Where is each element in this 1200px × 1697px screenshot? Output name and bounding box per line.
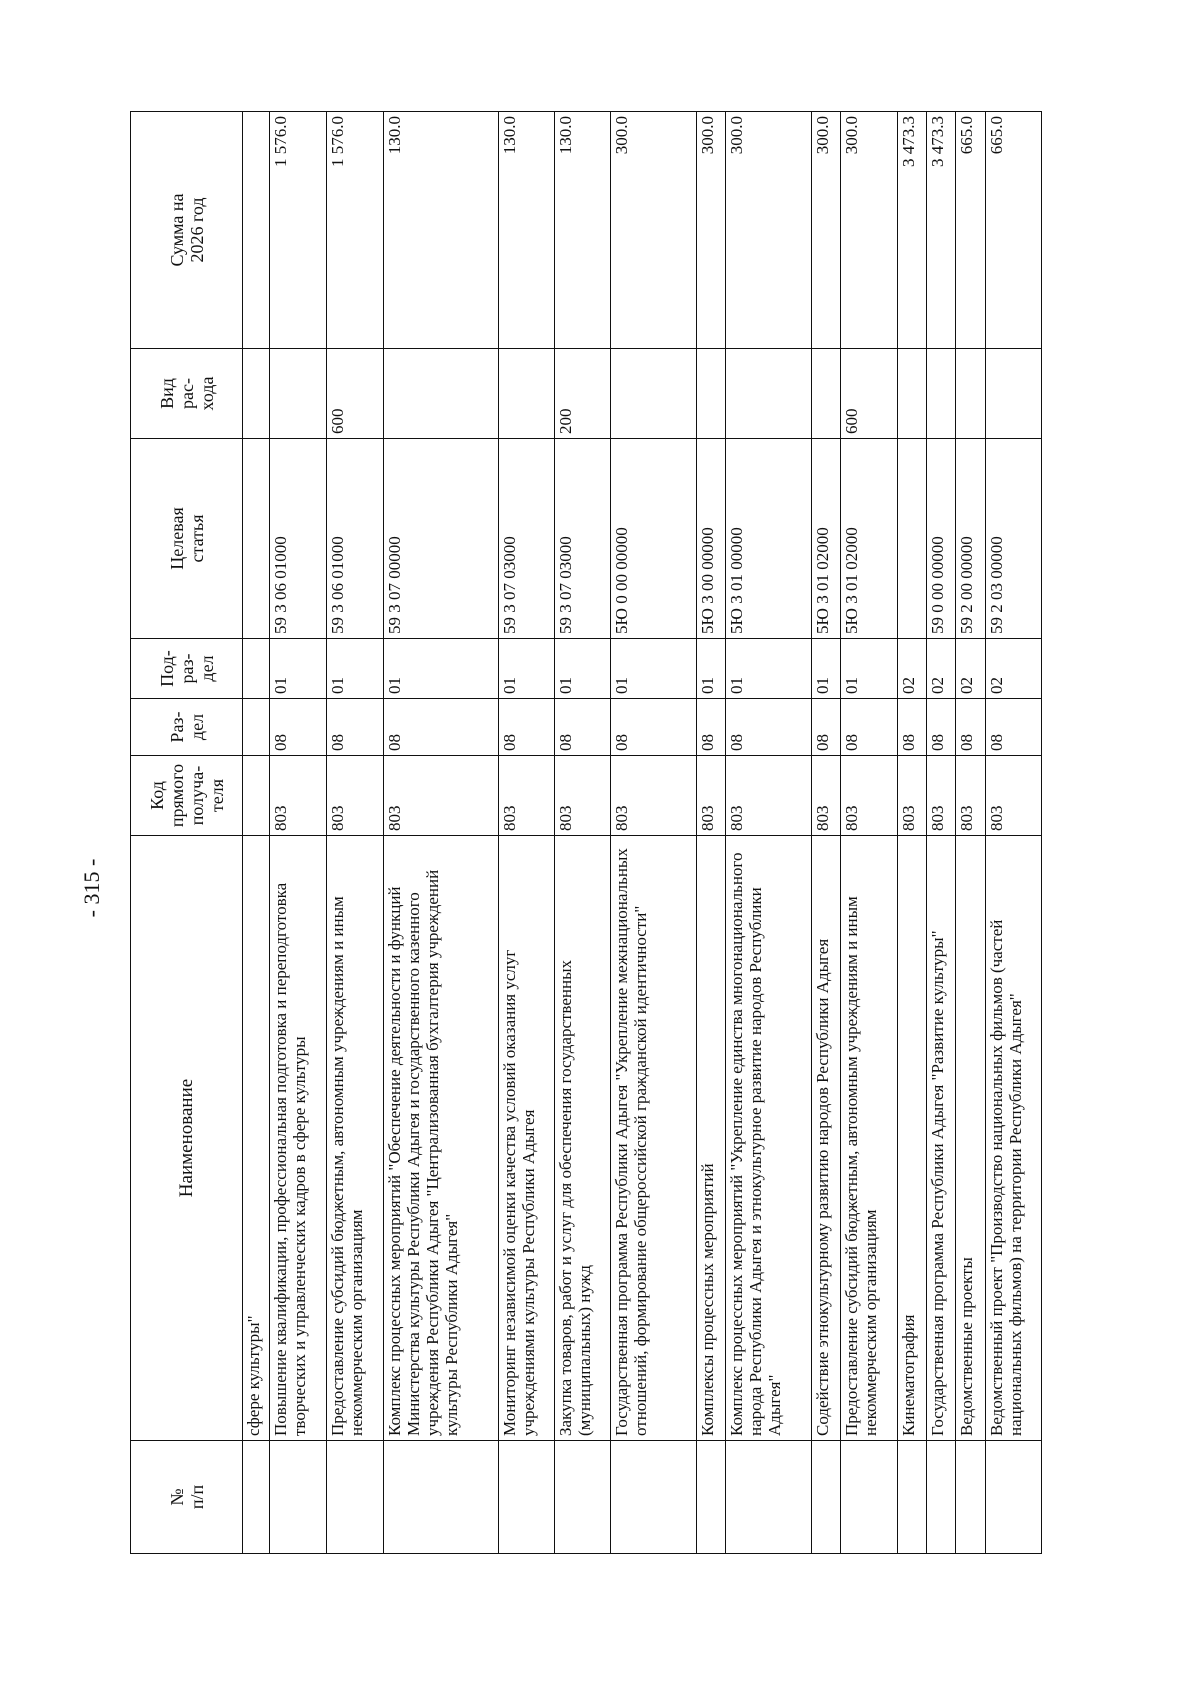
header-name: Наименование <box>131 836 243 1441</box>
cell-num <box>498 1441 554 1554</box>
cell-podrazdel: 01 <box>841 639 897 699</box>
page-number: - 315 - <box>79 858 104 918</box>
cell-razdel: 08 <box>897 699 926 756</box>
budget-table <box>130 111 1042 1554</box>
cell-podrazdel: 01 <box>383 639 498 699</box>
cell-code: 803 <box>726 756 812 836</box>
cell-code: 803 <box>956 756 985 836</box>
cell-name: Комплекс процессных мероприятий "Обеспечение деятельности и функций Министерства культуры Республики Адыгея и государственного казенного учреждения Республики Адыгея "Централизованная бухгалтерия учреждений культуры Республики Адыгея" <box>383 836 498 1441</box>
cell-vid <box>811 349 840 439</box>
cell-sum: 130.0 <box>498 112 554 349</box>
table-row <box>611 112 697 1554</box>
cell-podrazdel: 01 <box>269 639 327 699</box>
cell-razdel: 08 <box>383 699 498 756</box>
table-row <box>498 112 554 1554</box>
cell-vid <box>243 349 270 439</box>
cell-podrazdel: 01 <box>811 639 840 699</box>
table-row <box>327 112 383 1554</box>
cell-sum: 665.0 <box>985 112 1041 349</box>
table-row <box>985 112 1041 1554</box>
cell-code: 803 <box>383 756 498 836</box>
cell-sum: 3 473.3 <box>926 112 955 349</box>
cell-name: Ведомственный проект "Производство национальных фильмов (частей национальных фильмов) на территории Республики Адыгея" <box>985 836 1041 1441</box>
cell-vid <box>383 349 498 439</box>
cell-article: 59 3 07 03000 <box>554 439 610 639</box>
cell-article <box>243 439 270 639</box>
cell-article: 59 0 00 00000 <box>926 439 955 639</box>
header-article: Целевая статья <box>131 439 243 639</box>
header-razdel: Раз- дел <box>131 699 243 756</box>
cell-vid <box>956 349 985 439</box>
cell-article: 59 3 06 01000 <box>269 439 327 639</box>
cell-podrazdel: 02 <box>926 639 955 699</box>
cell-article: 5Ю 3 01 00000 <box>726 439 812 639</box>
cell-razdel: 08 <box>498 699 554 756</box>
cell-razdel: 08 <box>327 699 383 756</box>
cell-podrazdel: 01 <box>327 639 383 699</box>
cell-vid <box>611 349 697 439</box>
cell-article: 5Ю 3 01 02000 <box>811 439 840 639</box>
cell-article: 59 2 00 00000 <box>956 439 985 639</box>
cell-vid <box>985 349 1041 439</box>
cell-article: 59 3 07 00000 <box>383 439 498 639</box>
cell-sum: 1 576.0 <box>269 112 327 349</box>
header-vid: Вид рас- хода <box>131 349 243 439</box>
cell-razdel: 08 <box>985 699 1041 756</box>
cell-podrazdel: 01 <box>554 639 610 699</box>
table-row <box>897 112 926 1554</box>
cell-num <box>726 1441 812 1554</box>
cell-num <box>383 1441 498 1554</box>
cell-num <box>811 1441 840 1554</box>
table-row <box>554 112 610 1554</box>
cell-num <box>956 1441 985 1554</box>
cell-vid: 600 <box>327 349 383 439</box>
table-row <box>956 112 985 1554</box>
cell-sum: 300.0 <box>696 112 725 349</box>
cell-num <box>554 1441 610 1554</box>
header-sum: Сумма на 2026 год <box>131 112 243 349</box>
cell-name: Государственная программа Республики Адыгея "Укрепление межнациональных отношений, формирование общероссийской гражданской идентичности" <box>611 836 697 1441</box>
cell-vid <box>726 349 812 439</box>
cell-razdel: 08 <box>811 699 840 756</box>
cell-razdel <box>243 699 270 756</box>
table-row <box>383 112 498 1554</box>
cell-name: Ведомственные проекты <box>956 836 985 1441</box>
cell-code: 803 <box>269 756 327 836</box>
cell-code: 803 <box>327 756 383 836</box>
header-num: № п/п <box>131 1441 243 1554</box>
cell-vid: 600 <box>841 349 897 439</box>
cell-podrazdel: 01 <box>611 639 697 699</box>
cell-podrazdel <box>243 639 270 699</box>
cell-podrazdel: 02 <box>956 639 985 699</box>
cell-name: Предоставление субсидий бюджетным, автономным учреждениям и иным некоммерческим организациям <box>327 836 383 1441</box>
cell-name: Государственная программа Республики Адыгея "Развитие культуры" <box>926 836 955 1441</box>
cell-code: 803 <box>611 756 697 836</box>
cell-num <box>243 1441 270 1554</box>
cell-sum: 3 473.3 <box>897 112 926 349</box>
cell-podrazdel: 02 <box>985 639 1041 699</box>
cell-vid <box>498 349 554 439</box>
cell-name: Мониторинг независимой оценки качества условий оказания услуг учреждениями культуры Республики Адыгея <box>498 836 554 1441</box>
table-row <box>243 112 270 1554</box>
cell-podrazdel: 02 <box>897 639 926 699</box>
cell-name: сфере культуры" <box>243 836 270 1441</box>
table-row <box>926 112 955 1554</box>
table-row <box>841 112 897 1554</box>
cell-sum: 300.0 <box>811 112 840 349</box>
cell-sum: 300.0 <box>726 112 812 349</box>
cell-razdel: 08 <box>841 699 897 756</box>
cell-sum <box>243 112 270 349</box>
cell-razdel: 08 <box>956 699 985 756</box>
cell-num <box>269 1441 327 1554</box>
header-row <box>131 112 243 1554</box>
cell-article: 5Ю 0 00 00000 <box>611 439 697 639</box>
table-row <box>726 112 812 1554</box>
table-row <box>269 112 327 1554</box>
cell-sum: 1 576.0 <box>327 112 383 349</box>
cell-code: 803 <box>554 756 610 836</box>
cell-podrazdel: 01 <box>696 639 725 699</box>
cell-num <box>611 1441 697 1554</box>
cell-sum: 300.0 <box>611 112 697 349</box>
cell-vid <box>897 349 926 439</box>
cell-name: Комплекс процессных мероприятий "Укрепление единства многонационального народа Республики Адыгея и этнокультурное развитие народов Республики Адыгея" <box>726 836 812 1441</box>
cell-num <box>897 1441 926 1554</box>
cell-code <box>243 756 270 836</box>
cell-num <box>985 1441 1041 1554</box>
cell-razdel: 08 <box>269 699 327 756</box>
cell-code: 803 <box>696 756 725 836</box>
cell-razdel: 08 <box>726 699 812 756</box>
cell-code: 803 <box>811 756 840 836</box>
cell-name: Комплексы процессных мероприятий <box>696 836 725 1441</box>
cell-article: 5Ю 3 01 02000 <box>841 439 897 639</box>
cell-vid <box>696 349 725 439</box>
cell-num <box>841 1441 897 1554</box>
cell-podrazdel: 01 <box>498 639 554 699</box>
cell-name: Повышение квалификации, профессиональная подготовка и переподготовка творческих и управленческих кадров в сфере культуры <box>269 836 327 1441</box>
cell-razdel: 08 <box>554 699 610 756</box>
cell-article: 5Ю 3 00 00000 <box>696 439 725 639</box>
cell-code: 803 <box>498 756 554 836</box>
cell-vid: 200 <box>554 349 610 439</box>
table-row <box>811 112 840 1554</box>
table-row <box>696 112 725 1554</box>
cell-razdel: 08 <box>926 699 955 756</box>
cell-code: 803 <box>841 756 897 836</box>
cell-article <box>897 439 926 639</box>
cell-podrazdel: 01 <box>726 639 812 699</box>
rotated-table-container <box>130 112 1042 1554</box>
cell-name: Кинематография <box>897 836 926 1441</box>
cell-sum: 665.0 <box>956 112 985 349</box>
cell-article: 59 3 07 03000 <box>498 439 554 639</box>
header-code: Код прямого получа- теля <box>131 756 243 836</box>
cell-sum: 130.0 <box>383 112 498 349</box>
cell-article: 59 2 03 00000 <box>985 439 1041 639</box>
cell-code: 803 <box>926 756 955 836</box>
cell-vid <box>926 349 955 439</box>
cell-code: 803 <box>897 756 926 836</box>
header-podrazdel: Под- раз- дел <box>131 639 243 699</box>
table-body <box>243 112 1042 1554</box>
cell-sum: 300.0 <box>841 112 897 349</box>
cell-vid <box>269 349 327 439</box>
cell-article: 59 3 06 01000 <box>327 439 383 639</box>
cell-name: Предоставление субсидий бюджетным, автономным учреждениям и иным некоммерческим организациям <box>841 836 897 1441</box>
cell-num <box>926 1441 955 1554</box>
cell-num <box>327 1441 383 1554</box>
cell-sum: 130.0 <box>554 112 610 349</box>
cell-num <box>696 1441 725 1554</box>
cell-name: Содействие этнокультурному развитию народов Республики Адыгея <box>811 836 840 1441</box>
cell-name: Закупка товаров, работ и услуг для обеспечения государственных (муниципальных) нужд <box>554 836 610 1441</box>
cell-razdel: 08 <box>611 699 697 756</box>
cell-code: 803 <box>985 756 1041 836</box>
cell-razdel: 08 <box>696 699 725 756</box>
